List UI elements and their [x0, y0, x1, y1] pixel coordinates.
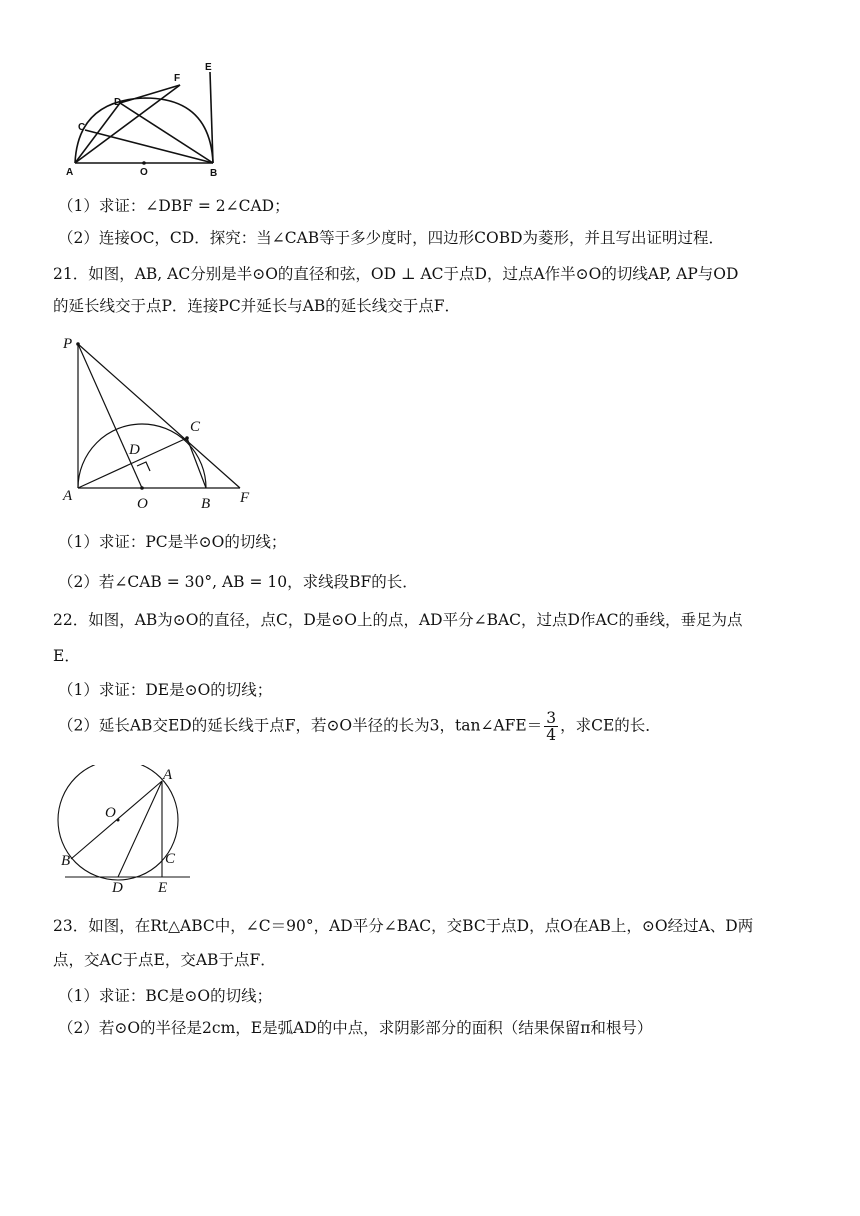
label-A: A: [66, 167, 74, 178]
label-C: C: [165, 851, 176, 867]
segment-CB: [85, 130, 213, 163]
label-B: B: [210, 168, 218, 179]
label-D: D: [129, 442, 140, 458]
q23-stem-line1: 23．如图，在Rt△ABC中，∠C＝90°，AD平分∠BAC，交BC于点D，点O在AB上，⊙O经过A、D两: [53, 917, 754, 935]
segment-PF: [78, 344, 240, 488]
q23-part1: （1）求证：BC是⊙O的切线；: [58, 987, 273, 1005]
label-A: A: [63, 488, 73, 504]
label-B: B: [61, 853, 71, 869]
figure-q21: [60, 330, 260, 515]
q22-part2-tail: ，求CE的长．: [560, 716, 661, 735]
point-C: [185, 436, 189, 440]
right-angle-mark: [137, 462, 150, 471]
q20-part1: （1）求证：∠DBF = 2∠CAD；: [58, 197, 290, 215]
segment-CB: [187, 438, 206, 488]
label-F: F: [174, 73, 181, 84]
q23-stem-line2: 点，交AC于点E，交AB于点F．: [53, 951, 276, 969]
q22-stem-line2: E．: [53, 647, 80, 665]
center-point: [142, 161, 146, 165]
segment-AF: [75, 85, 180, 163]
label-D: D: [114, 97, 122, 108]
fraction-3-4: [544, 710, 558, 743]
label-D: D: [112, 880, 123, 895]
label-E: E: [205, 62, 212, 73]
q22-part2: [58, 710, 661, 743]
q22-stem-line1: 22．如图，AB为⊙O的直径，点C，D是⊙O上的点，AD平分∠BAC，过点D作AC的垂线，垂足为点: [53, 611, 743, 629]
figure-q20: [60, 58, 230, 183]
segment-DF: [120, 85, 180, 103]
label-A: A: [163, 767, 173, 783]
fraction-denominator: 4: [546, 726, 557, 744]
segment-DB: [120, 103, 213, 163]
figure-q22: [55, 765, 205, 895]
fraction-numerator: 3: [546, 709, 557, 727]
label-O: O: [105, 805, 116, 821]
q22-part1: （1）求证：DE是⊙O的切线；: [58, 681, 273, 699]
q21-stem-line1: 21．如图，AB, AC分别是半⊙O的直径和弦，OD ⊥ AC于点D，过点A作半⊙O的切线AP, AP与OD: [53, 265, 739, 283]
q21-part2: （2）若∠CAB = 30°, AB = 10，求线段BF的长．: [58, 573, 418, 591]
q22-part2-text: （2）延长AB交ED的延长线于点F，若⊙O半径的长为3，tan∠AFE＝: [58, 716, 543, 735]
q21-stem-line2: 的延长线交于点P．连接PC并延长与AB的延长线交于点F．: [53, 297, 461, 315]
q20-part2: （2）连接OC，CD．探究：当∠CAB等于多少度时，四边形COBD为菱形，并且写出证明过程．: [58, 229, 725, 247]
label-O: O: [137, 496, 148, 512]
segment-AD: [118, 781, 162, 877]
label-E: E: [158, 880, 168, 895]
label-B: B: [201, 496, 211, 512]
q23-part2: （2）若⊙O的半径是2cm，E是弧AD的中点，求阴影部分的面积（结果保留π和根号）: [58, 1019, 653, 1037]
label-C: C: [78, 122, 86, 133]
label-F: F: [240, 490, 250, 506]
semicircle-arc: [78, 424, 206, 488]
point-O: [117, 819, 120, 822]
segment-PO: [78, 344, 142, 488]
q21-part1: （1）求证：PC是半⊙O的切线；: [58, 533, 287, 551]
point-P: [76, 342, 80, 346]
semicircle-arc: [75, 98, 213, 163]
point-O: [140, 486, 144, 490]
label-C: C: [190, 419, 201, 435]
label-O: O: [140, 167, 148, 178]
label-P: P: [63, 336, 73, 352]
